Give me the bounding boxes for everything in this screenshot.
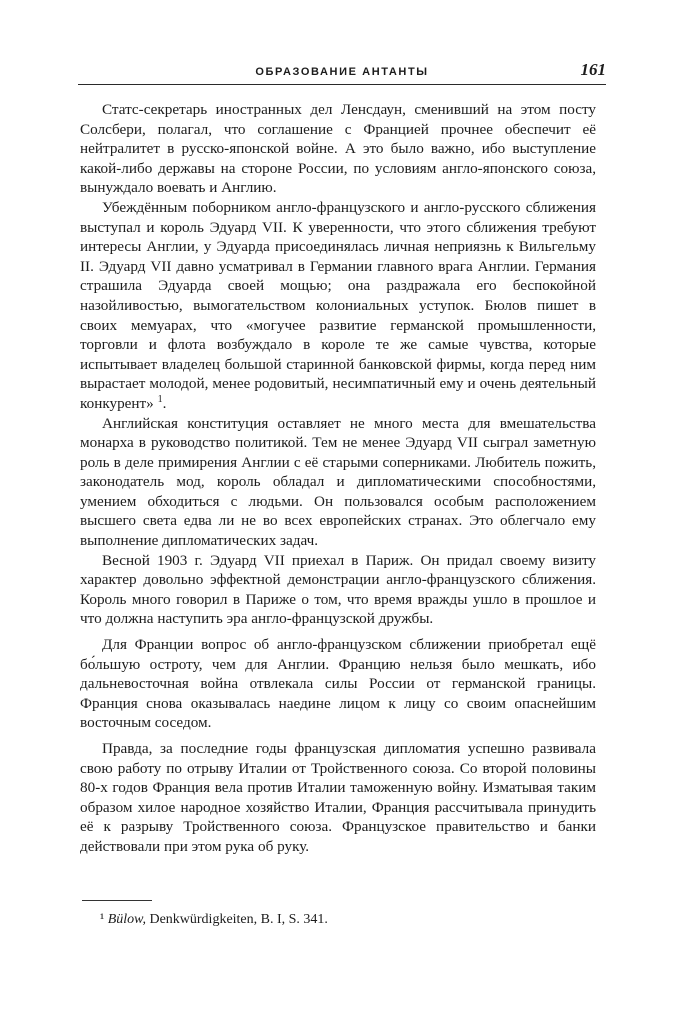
page-header xyxy=(78,58,606,85)
paragraph: Убеждённым поборником англо-французского и англо-русского сближения выступал и король Эдуард VII. К уверенности, что этого сближения требуют интересы Англии, у Эдуарда присоединялась личная неприязнь к Вильгельму II. Эдуард VII давно усматривал в Германии главного врага Англии. Германия страшила Эдуарда своей мощью; она раздражала его беспокойной назойливостью, вымогательством колониальных уступок. Бюлов пишет в своих мемуарах, что «могучее развитие германской промышленности, торговли и флота возбуждало в короле те же самые чувства, которые испытывает владелец большой старинной банковской фирмы, когда перед ним вырастает молодой, менее родовитый, несимпатичный ему и очень деятельный конкурент» $^1$. xyxy=(80,198,596,412)
running-head: ОБРАЗОВАНИЕ АНТАНТЫ xyxy=(255,66,429,78)
paragraph: Правда, за последние годы французская дипломатия успешно развивала свою работу по отрыву Италии от Тройственного союза. Со второй половины 80-х годов Франция вела против Италии таможенную войну. Изматывая таким образом хилое народное хозяйство Италии, Франция рассчитывала принудить её к разрыву Тройственного союза. Французское правительство и банки действовали при этом рука об руку. xyxy=(80,740,596,855)
footnote-reference: 1 xyxy=(157,393,163,405)
footnote-marker: ¹ xyxy=(100,912,105,927)
footnote-author: Bülow, xyxy=(107,912,146,927)
paragraph-text: Убеждённым поборником англо-французского и англо-русского сближения выступал и король Эдуард VII. К уверенности, что этого сближения требуют интересы Англии, у Эдуарда присоединялась личная неприязнь к Вильгельму II. Эдуард VII давно усматривал в Германии главного врага Англии. Германия страшила Эдуарда своей мощью; она раздражала его беспокойной назойливостью, вымогательством колониальных уступок. Бюлов пишет в своих мемуарах, что «могучее развитие германской промышленности, торговли и флота возбуждало в короле те же самые чувства, которые испытывает владелец большой старинной банковской фирмы, когда перед ним вырастает молодой, менее родовитый, несимпатичный ему и очень деятельный конкурент» xyxy=(80,198,596,412)
footnote xyxy=(100,912,600,928)
paragraph: Весной 1903 г. Эдуард VII приехал в Париж. Он придал своему визиту характер довольно эффектной демонстрации англо-французского сближения. Король много говорил в Париже о том, что время вражды ушло в прошлое и что должна наступить эра англо-французской дружбы. xyxy=(80,551,596,628)
paragraph: Для Франции вопрос об англо-французском сближении приобретал ещё бо́льшую остроту, чем для Англии. Францию нельзя было мешкать, ибо дальневосточная война отвлекала силы России от германской границы. Франция снова оказывалась наедине лицом к лицу со своим опаснейшим восточным соседом. xyxy=(80,636,596,732)
body-text xyxy=(80,100,596,857)
paragraph: Английская конституция оставляет не много места для вмешательства монарха в руководство политикой. Тем не менее Эдуард VII сыграл заметную роль в деле примирения Англии с её старыми соперниками. Любитель пожить, законодатель мод, король обладал и дипломатическими способностями, умением обходиться с людьми. Он пользовался особым расположением высшего света едва ли не во всех европейских странах. Это облегчало ему выполнение дипломатических задач. xyxy=(80,414,596,550)
footnote-divider xyxy=(82,900,152,901)
paragraph: Статс-секретарь иностранных дел Ленсдаун, сменивший на этом посту Солсбери, полагал, что соглашение с Францией прочнее обеспечит её нейтралитет в русско-японской войне. А это было важно, ибо выступление какой-либо державы на стороне России, по условиям англо-японского союза, вынуждало воевать и Англию. xyxy=(80,101,596,197)
footnote-citation: Denkwürdigkeiten, B. I, S. 341. xyxy=(149,912,328,927)
page-number: 161 xyxy=(580,60,606,79)
